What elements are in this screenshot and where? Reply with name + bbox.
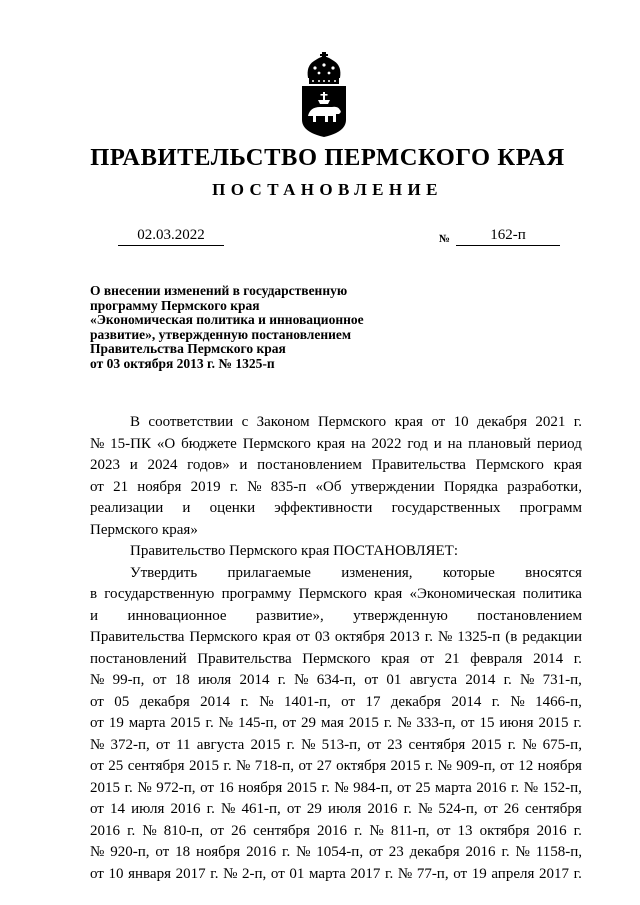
body-line: 2015 г. № 972-п, от 16 ноября 2015 г. № 984-п, от 25 марта 2016 г. № 152-п, — [90, 779, 582, 796]
subject-line: О внесении изменений в государственную — [90, 283, 348, 298]
subject-line: «Экономическая политика и инновационное — [90, 312, 364, 327]
body-line: 2016 г. № 810-п, от 26 сентября 2016 г. № 811-п, от 13 октября 2016 г. — [90, 822, 582, 839]
body-line: и инновационное развитие», утвержденную постановлением — [90, 607, 582, 624]
document-body — [90, 412, 582, 885]
body-line: Утвердить прилагаемые изменения, которые вносятся — [130, 564, 582, 581]
subject-line: Правительства Пермского края — [90, 341, 286, 356]
document-date: 02.03.2022 — [118, 226, 224, 246]
document-number: 162-п — [456, 226, 560, 246]
body-line: постановлений Правительства Пермского края от 21 февраля 2014 г. — [90, 650, 582, 667]
body-line: № 15-ПК «О бюджете Пермского края на 2022 год и на плановый период — [90, 435, 582, 452]
body-line: реализации и оценки эффективности государственных программ — [90, 500, 582, 516]
body-line: 2023 и 2024 годов» и постановлением Правительства Пермского края — [90, 457, 582, 473]
number-label: № — [439, 233, 451, 245]
body-line: от 10 января 2017 г. № 2-п, от 01 марта 2017 г. № 77-п, от 19 апреля 2017 г. — [90, 865, 582, 882]
subject-line: развитие», утвержденную постановлением — [90, 326, 352, 342]
body-line: В соответствии с Законом Пермского края от 10 декабря 2021 г. — [130, 414, 582, 430]
body-line: от 21 ноября 2019 г. № 835-п «Об утверждении Порядка разработки, — [90, 478, 582, 495]
body-line: № 372-п, от 11 августа 2015 г. № 513-п, от 23 сентября 2015 г. № 675-п, — [90, 736, 582, 753]
body-line: № 920-п, от 18 ноября 2016 г. № 1054-п, от 23 декабря 2016 г. № 1158-п, — [90, 844, 582, 860]
subject-line: от 03 октября 2013 г. № 1325-п — [90, 355, 275, 371]
body-line: от 25 сентября 2015 г. № 718-п, от 27 октября 2015 г. № 909-п, от 12 ноября — [90, 758, 582, 774]
coat-of-arms-icon — [298, 52, 350, 138]
body-line: Правительства Пермского края от 03 октября 2013 г. № 1325-п (в редакции — [90, 629, 582, 645]
government-title: ПРАВИТЕЛЬСТВО ПЕРМСКОГО КРАЯ — [90, 144, 565, 171]
body-line: Пермского края» — [90, 521, 198, 538]
document-subject — [90, 284, 400, 371]
body-line: № 99-п, от 18 июля 2014 г. № 634-п, от 01 августа 2014 г. № 731-п, — [90, 672, 582, 688]
body-line: от 19 марта 2015 г. № 145-п, от 29 мая 2015 г. № 333-п, от 15 июня 2015 г. — [90, 715, 582, 731]
subject-line: программу Пермского края — [90, 297, 260, 313]
resolution-line: Правительство Пермского края ПОСТАНОВЛЯЕТ: — [130, 543, 459, 559]
body-line: от 05 декабря 2014 г. № 1401-п, от 17 декабря 2014 г. № 1466-п, — [90, 693, 582, 710]
document-type: ПОСТАНОВЛЕНИЕ — [212, 180, 443, 199]
body-line: от 14 июля 2016 г. № 461-п, от 29 июля 2016 г. № 524-п, от 26 сентября — [90, 801, 582, 817]
body-line: в государственную программу Пермского края «Экономическая политика — [90, 586, 582, 602]
